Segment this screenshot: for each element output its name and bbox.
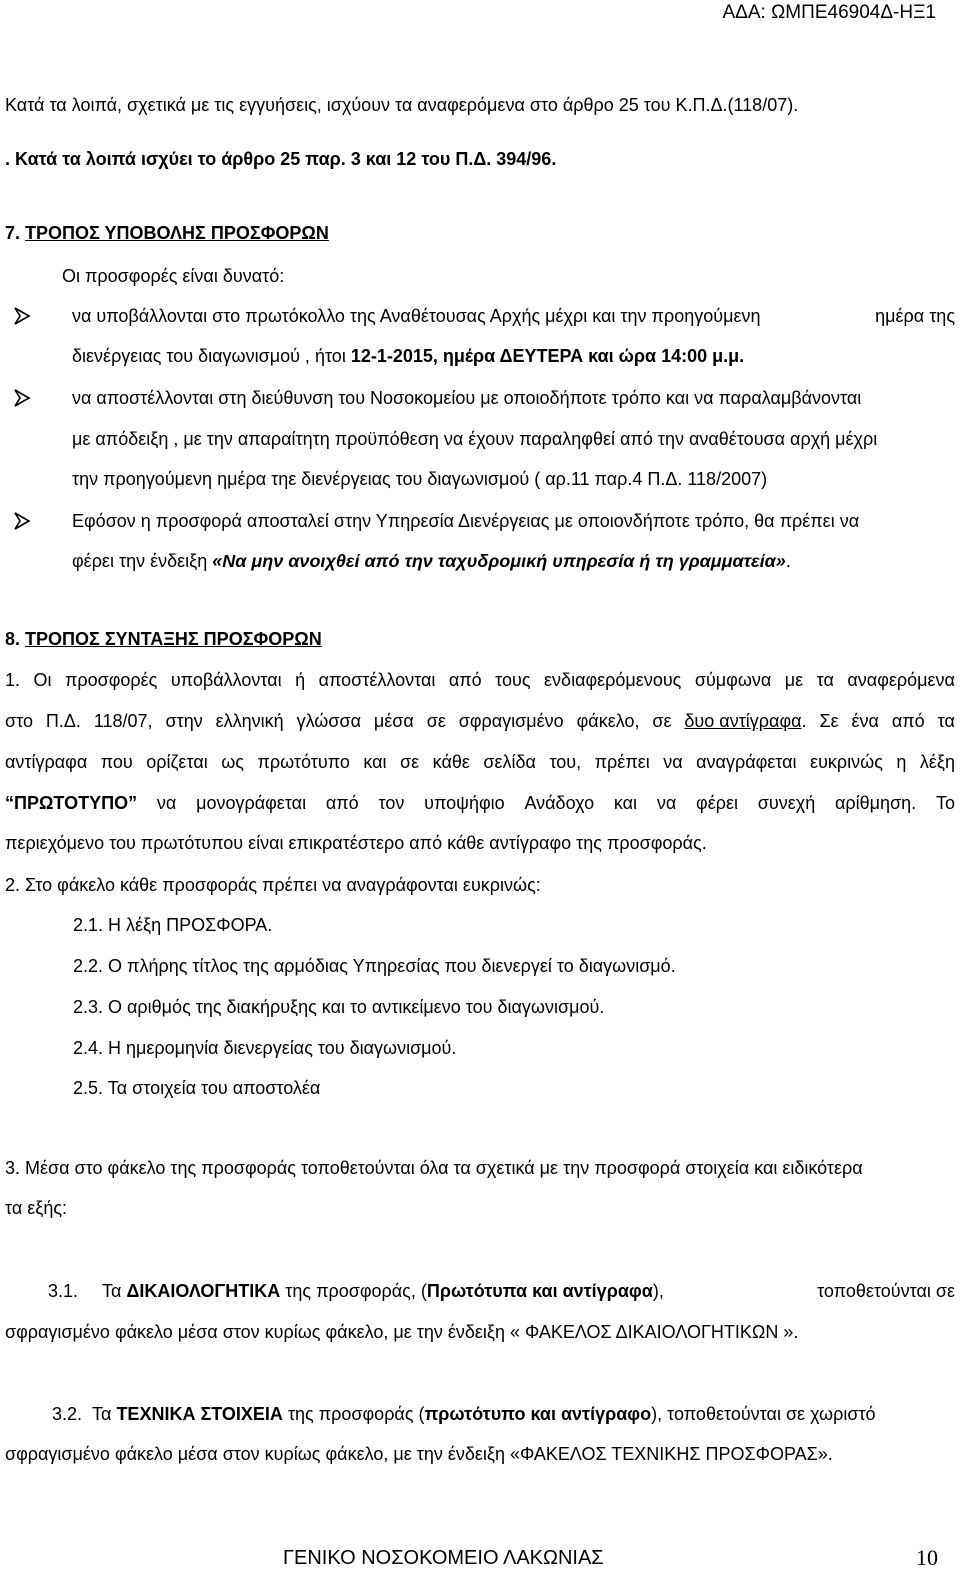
word: σφραγισμένο xyxy=(458,711,564,731)
p31-number: 3.1. xyxy=(48,1281,79,1301)
word: πρέπει xyxy=(594,752,650,772)
p2-item-5: 2.5. Τα στοιχεία του αποστολέα xyxy=(73,1078,321,1098)
word: υποψήφιο xyxy=(424,793,505,813)
bullet-1-line-1: να υποβάλλονται στο πρωτόκολλο της Αναθέτουσας Αρχής μέχρι και την προηγούμενη xyxy=(72,306,761,326)
arrow-bullet-icon xyxy=(13,307,31,325)
p2-item-3: 2.3. Ο αριθμός της διακήρυξης και το αντικείμενο του διαγωνισμού. xyxy=(73,997,605,1017)
p2-lead: 2. Στο φάκελο κάθε προσφοράς πρέπει να αναγράφονται ευκρινώς: xyxy=(5,875,541,895)
word: Σε xyxy=(819,711,839,731)
word: να xyxy=(156,793,177,813)
word: ορίζεται xyxy=(146,752,208,772)
intro-article-line: . Κατά τα λοιπά ισχύει το άρθρο 25 παρ. 3 και 12 του Π.Δ. 394/96. xyxy=(5,149,557,169)
word: η xyxy=(896,752,907,772)
p32-line-2: σφραγισμένο φάκελο μέσα στον κυρίως φάκελο, με την ένδειξη «ΦΑΚΕΛΟΣ ΤΕΧΝΙΚΗΣ ΠΡΟΣΦΟΡΑΣ». xyxy=(5,1444,833,1464)
arrow-bullet-icon xyxy=(13,512,31,530)
word: σε xyxy=(652,711,672,731)
word: του, xyxy=(549,752,582,772)
word: ενδιαφερόμενους xyxy=(544,670,682,690)
word: Οι xyxy=(33,670,52,690)
p31-bold-documents: ΔΙΚΑΙΟΛΟΓΗΤΙΚΑ xyxy=(126,1281,281,1301)
word: φάκελο, xyxy=(576,711,640,731)
word: ευκρινώς xyxy=(810,752,883,772)
word: μονογράφεται xyxy=(196,793,307,813)
word: στην xyxy=(165,711,203,731)
word: φέρει xyxy=(696,793,738,813)
word: 1. xyxy=(5,670,21,690)
p31-text-c: ), xyxy=(652,1281,664,1301)
section-7-lead: Οι προσφορές είναι δυνατό: xyxy=(62,266,285,286)
p2-item-2: 2.2. Ο πλήρης τίτλος της αρμόδιας Υπηρεσίας που διενεργεί το διαγωνισμό. xyxy=(73,956,676,976)
word: τον xyxy=(378,793,405,813)
p1-line-1 xyxy=(5,669,955,691)
word: στο xyxy=(5,711,33,731)
p3-line-1: 3. Μέσα στο φάκελο της προσφοράς τοποθετούνται όλα τα σχετικά με την προσφορά στοιχεία και ειδικότερα xyxy=(5,1158,863,1178)
word: υποβάλλονται xyxy=(170,670,282,690)
word: από xyxy=(325,793,359,813)
word: ένα xyxy=(851,711,879,731)
bullet-1-text: διενέργειας του διαγωνισμού , ήτοι xyxy=(72,346,351,366)
word: από xyxy=(448,670,482,690)
p32-text-a: Τα xyxy=(92,1404,117,1424)
section-7-title: ΤΡΟΠΟΣ ΥΠΟΒΟΛΗΣ ΠΡΟΣΦΟΡΩΝ xyxy=(25,223,329,243)
word: τα xyxy=(816,670,834,690)
word: ως xyxy=(221,752,244,772)
p2-item-4: 2.4. Η ημερομηνία διενεργείας του διαγωνισμού. xyxy=(73,1038,457,1058)
p31-line-1 xyxy=(102,1280,664,1302)
arrow-bullet-icon xyxy=(13,389,31,407)
submission-deadline: 12-1-2015, ημέρα ΔΕΥΤΕΡΑ και ώρα 14:00 μ.μ. xyxy=(350,346,745,366)
p1-line-2 xyxy=(5,710,955,732)
word: τους xyxy=(495,670,531,690)
p31-text-a: Τα xyxy=(102,1281,122,1301)
word: αρίθμηση. xyxy=(834,793,917,813)
page-number: 10 xyxy=(916,1545,938,1570)
do-not-open-notice: «Να μην ανοιχθεί από την ταχυδρομική υπηρεσία ή τη γραμματεία» xyxy=(212,551,786,571)
word: που xyxy=(100,752,133,772)
p31-text-b: της προσφοράς, ( xyxy=(285,1281,427,1301)
section-8-heading xyxy=(5,628,322,650)
word: Π.Δ. xyxy=(45,711,81,731)
word: σύμφωνα xyxy=(694,670,772,690)
word: Το xyxy=(935,793,955,813)
word: Ανάδοχο xyxy=(524,793,595,813)
p32-bold-technical: ΤΕΧΝΙΚΑ ΣΤΟΙΧΕΙΑ xyxy=(116,1404,283,1424)
word: να xyxy=(663,752,683,772)
bullet-1-line-2 xyxy=(72,345,744,367)
word: αντίγραφα xyxy=(5,752,88,772)
word: προσφορές xyxy=(64,670,158,690)
bullet-3-line-2 xyxy=(72,550,791,572)
word: από xyxy=(891,711,925,731)
word: σε xyxy=(400,752,420,772)
word: ή xyxy=(295,670,306,690)
word: 118/07, xyxy=(93,711,153,731)
p32-bold-original: πρωτότυπο και αντίγραφο xyxy=(424,1404,652,1424)
word: συνεχή xyxy=(757,793,816,813)
word: αναγράφεται xyxy=(696,752,797,772)
word: αναφερόμενα xyxy=(847,670,955,690)
p32-text-b: της προσφοράς ( xyxy=(282,1404,425,1424)
section-8-title: ΤΡΟΠΟΣ ΣΥΝΤΑΞΗΣ ΠΡΟΣΦΟΡΩΝ xyxy=(25,629,322,649)
bullet-2-line-1: να αποστέλλονται στη διεύθυνση του Νοσοκομείου με οποιοδήποτε τρόπο και να παραλαμβάνονται xyxy=(72,388,862,408)
section-7-heading xyxy=(5,222,329,244)
word: λέξη xyxy=(919,752,955,772)
p2-item-1: 2.1. Η λέξη ΠΡΟΣΦΟΡΑ. xyxy=(73,915,273,935)
p3-line-2: τα εξής: xyxy=(5,1198,68,1218)
word: σελίδα xyxy=(483,752,536,772)
bullet-3-text: φέρει την ένδειξη xyxy=(72,551,213,571)
footer-organization: ΓΕΝΙΚΟ ΝΟΣΟΚΟΜΕΙΟ ΛΑΚΩΝΙΑΣ xyxy=(283,1547,604,1569)
word: κάθε xyxy=(432,752,470,772)
section-8-number: 8. xyxy=(5,629,21,649)
period: . xyxy=(801,711,807,731)
p1-line-5: περιεχόμενο του πρωτότυπου είναι επικρατέστερο από κάθε αντίγραφο της προσφοράς. xyxy=(5,833,707,853)
word: και xyxy=(613,793,638,813)
word: να xyxy=(656,793,677,813)
bullet-1-line-1-end: ημέρα της xyxy=(875,306,955,326)
p32-text-c: ), τοποθετούνται σε χωριστό xyxy=(651,1404,876,1424)
bullet-2-line-3: την προηγούμενη ημέρα τηε διενέργειας του διαγωνισμού ( αρ.11 παρ.4 Π.Δ. 118/2007) xyxy=(72,469,768,489)
word: ελληνική xyxy=(215,711,284,731)
p31-bold-originals: Πρωτότυπα και αντίγραφα xyxy=(426,1281,653,1301)
original-keyword: “ΠΡΩΤΟΤΥΠΟ” xyxy=(5,793,138,813)
p31-line-2: σφραγισμένο φάκελο μέσα στον κυρίως φάκελο, με την ένδειξη « ΦΑΚΕΛΟΣ ΔΙΚΑΙΟΛΟΓΗΤΙΚΩΝ ». xyxy=(5,1322,799,1342)
p31-line-1-end: τοποθετούνται σε xyxy=(817,1281,955,1301)
word: μέσα xyxy=(373,711,414,731)
word: αποστέλλονται xyxy=(318,670,436,690)
word: και xyxy=(363,752,387,772)
section-7-number: 7. xyxy=(5,223,21,243)
word: πρωτότυπο xyxy=(257,752,350,772)
word: με xyxy=(784,670,804,690)
document-code: ΑΔΑ: ΩΜΠΕ46904Δ-ΗΞ1 xyxy=(722,2,936,23)
bullet-3-line-1: Εφόσον η προσφορά αποσταλεί στην Υπηρεσία Διενέργειας με οποιονδήποτε τρόπο, θα πρέπει να xyxy=(72,511,860,531)
p1-line-4 xyxy=(5,792,955,814)
word: τα xyxy=(937,711,955,731)
two-copies-underlined: δυο αντίγραφα xyxy=(684,711,802,731)
p1-line-3 xyxy=(5,751,955,773)
word: σε xyxy=(426,711,446,731)
two-copies-group xyxy=(684,710,806,732)
word: γλώσσα xyxy=(296,711,361,731)
p32-number: 3.2. xyxy=(52,1404,83,1424)
p32-line-1 xyxy=(92,1403,876,1425)
intro-guarantees-line: Κατά τα λοιπά, σχετικά με τις εγγυήσεις, ισχύουν τα αναφερόμενα στο άρθρο 25 του Κ.Π.Δ.(118/07). xyxy=(5,95,799,115)
bullet-2-line-2: με απόδειξη , με την απαραίτητη προϋπόθεση να έχουν παραληφθεί από την αναθέτουσα αρχή μέχρι xyxy=(72,429,878,449)
bullet-3-period: . xyxy=(785,551,791,571)
